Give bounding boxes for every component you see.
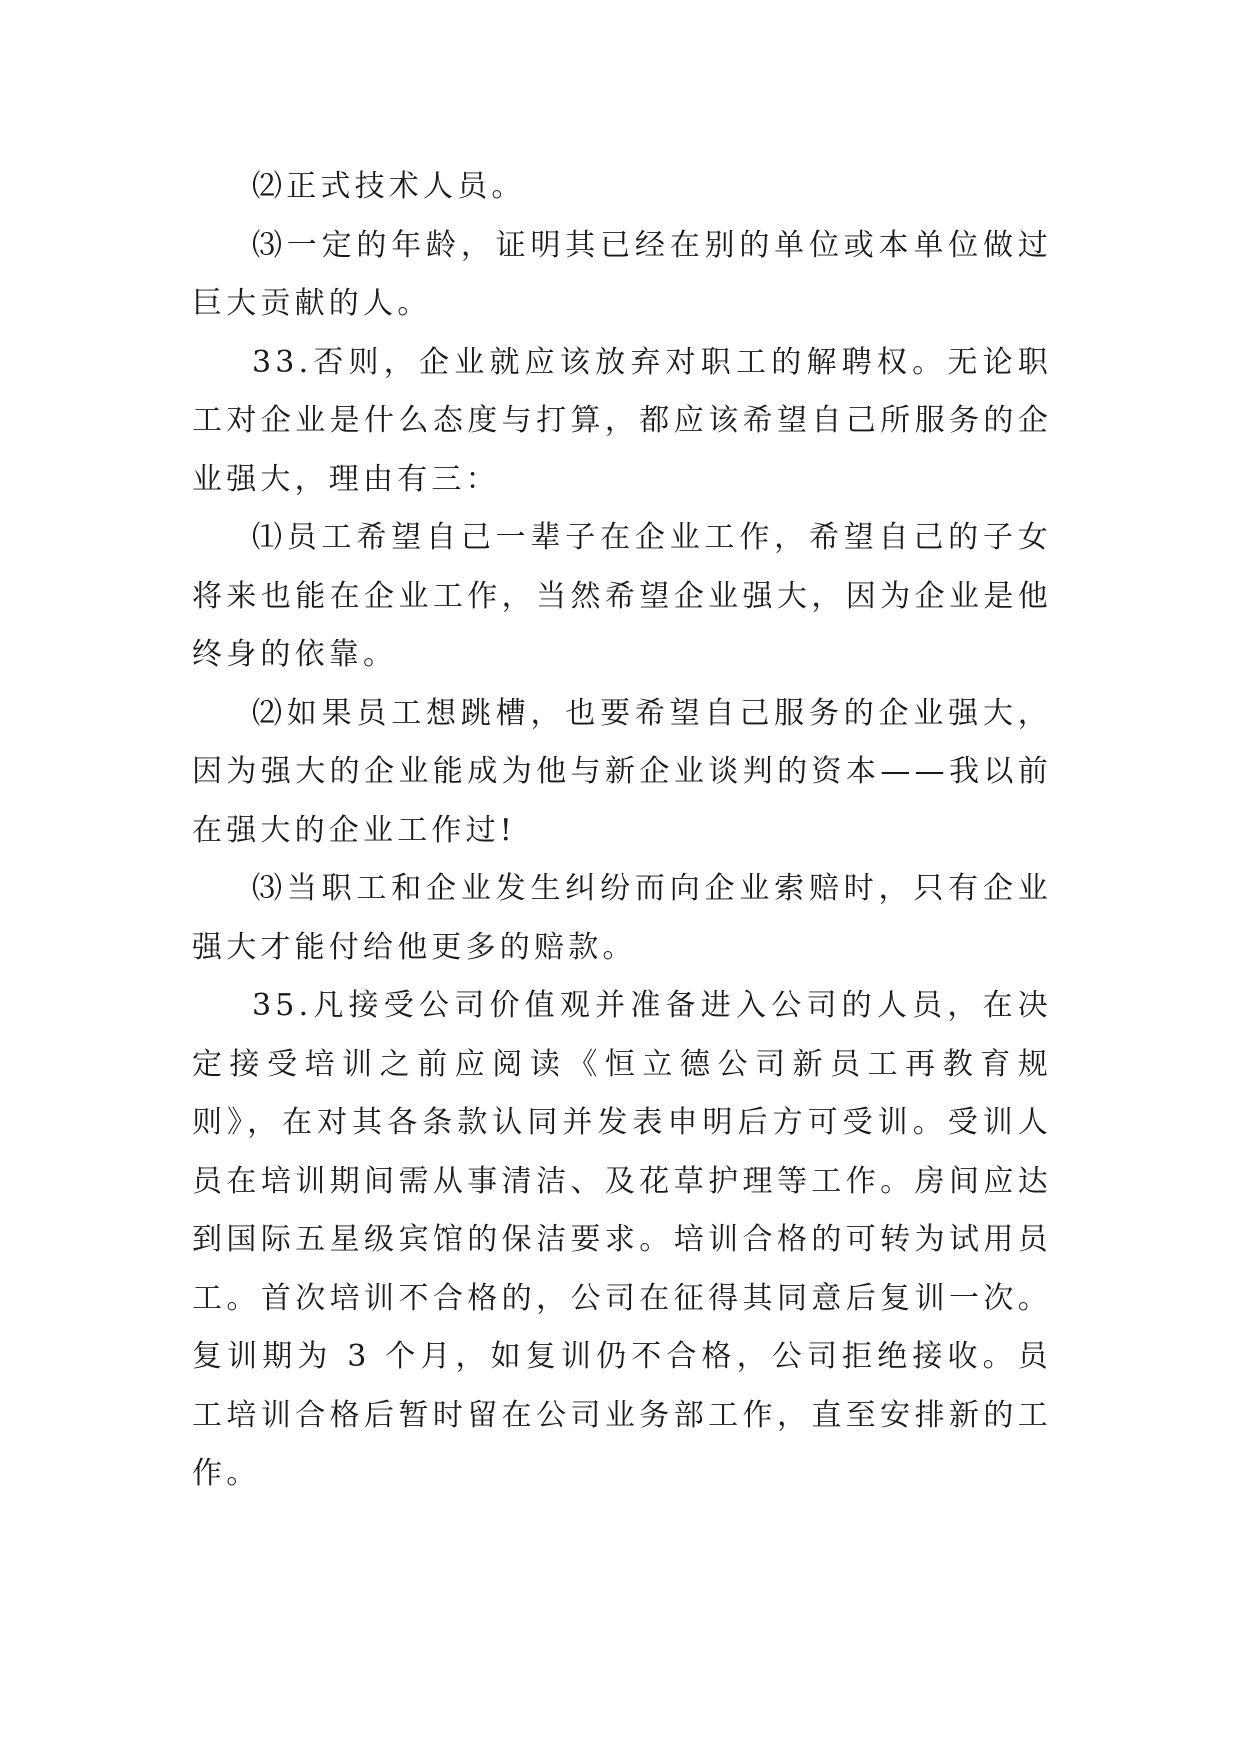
paragraph-item-3: ⑶一定的年龄，证明其已经在别的单位或本单位做过巨大贡献的人。	[192, 227, 1052, 321]
paragraph-item-2: ⑵正式技术人员。	[252, 169, 526, 204]
paragraph-clause-33: 33.否则，企业就应该放弃对职工的解聘权。无论职工对企业是什么态度与打算，都应该希望自己所服务的企业强大，理由有三：	[192, 344, 1052, 497]
paragraph-reason-3: ⑶当职工和企业发生纠纷而向企业索赔时，只有企业强大才能付给他更多的赔款。	[192, 871, 1052, 965]
paragraph-reason-1: ⑴员工希望自己一辈子在企业工作，希望自己的子女将来也能在企业工作，当然希望企业强大，因为企业是他终身的依靠。	[192, 520, 1052, 672]
document-body	[192, 158, 1052, 1504]
paragraph-reason-2: ⑵如果员工想跳槽，也要希望自己服务的企业强大，因为强大的企业能成为他与新企业谈判的资本——我以前在强大的企业工作过!	[192, 695, 1052, 848]
paragraph-clause-35: 35.凡接受公司价值观并准备进入公司的人员，在决定接受培训之前应阅读《恒立德公司新员工再教育规则》，在对其各条款认同并发表申明后方可受训。受训人员在培训期间需从事清洁、及花草护理等工作。房间应达到国际五星级宾馆的保洁要求。培训合格的可转为试用员工。首次培训不合格的，公司在征得其同意后复训一次。复训期为 3 个月，如复训仍不合格，公司拒绝接收。员工培训合格后暂时留在公司业务部工作，直至安排新的工作。	[192, 988, 1052, 1491]
